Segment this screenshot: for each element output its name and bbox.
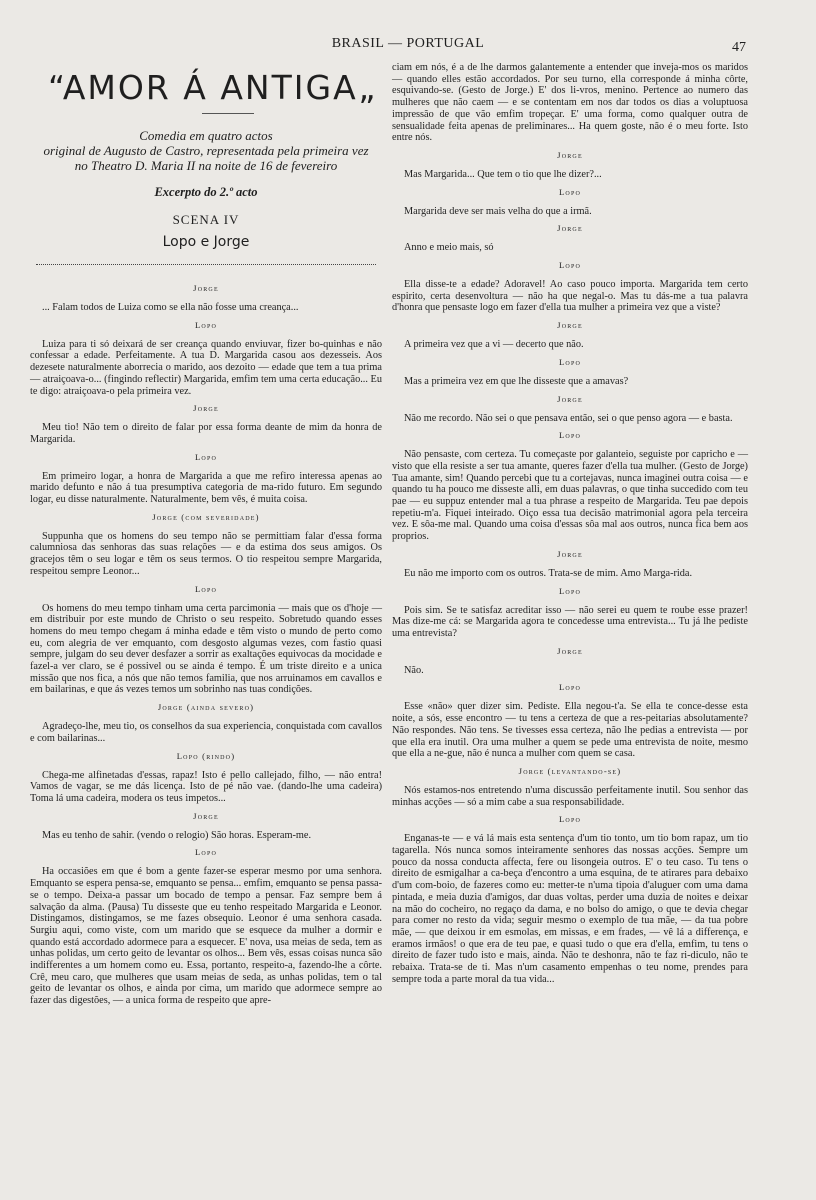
speaker-label: Jorge (ainda severo)	[157, 702, 255, 713]
dialogue-text: Suppunha que os homens do seu tempo não se permittiam falar d'essa forma calumniosa das senhoras das suas relações — e da estima dos seus amigos. Os gracejos têm o seu logar e têm os seus termos. O tio respeitou sempre Margarida, respeitou sempre Leonor...	[30, 530, 382, 577]
speaker-label: Lopo	[558, 585, 582, 596]
dialogue-text: Mas a primeira vez em que lhe disseste que a amavas?	[404, 375, 629, 387]
running-head: BRASIL — PORTUGAL	[331, 36, 485, 51]
dialogue-text: Agradeço-lhe, meu tio, os conselhos da sua experiencia, conquistada com cavallos e com bailarinas...	[30, 721, 382, 744]
dialogue-text: Ella disse-te a edade? Adoravel! Ao caso pouco importa. Margarida tem certo espirito, certa desenvoltura — não ha que negal-o. Mas tu dás-me a tua palavra d'honra que pensaste logo em fazer d'ella tua mulher a primeira vez que a viste?	[392, 279, 748, 314]
dialogue-text: Esse «não» quer dizer sim. Pediste. Ella negou-t'a. Se ella te conce-desse esta noite, a sós, esse encontro — tu tens a certeza de que a res-peitarias absolutamente? Não respondes. Não tens. Se tivesses essa certeza, não lhe pedias a entrevista — por que ella era inutil. Ora uma mulher a quem se pede uma entrevista de noite, mesmo que ella a ne-gue, não é nunca a mulher com quem se casa.	[392, 701, 748, 760]
speaker-label: Jorge (com severidade)	[152, 511, 260, 522]
speaker-label: Jorge	[557, 645, 583, 656]
dialogue-text: Não.	[404, 664, 424, 676]
speaker-label: Lopo	[194, 847, 218, 858]
speaker-label: Lopo	[194, 583, 218, 594]
dialogue-text: Luiza para ti só deixará de ser creança quando enviuvar, fizer bo-quinhas e não confessar a edade. Perfeitamente. A tua D. Margarida casou aos dezesseis. Aos dezesete naturalmente aborrecia o marido, aos dezoito — edade que tem a tua prima — atraiçoava-o... (fingindo reflectir) Margarida, emfim tem uma certa educação... Eu te digo: atraiçoava-o pela primeira vez.	[30, 338, 382, 397]
dialogue-text: Não me recordo. Não sei o que pensava então, sei o que penso agora — e basta.	[404, 412, 733, 424]
dialogue-text: Chega-me alfinetadas d'essas, rapaz! Isto é pello callejado, filho, — não entra! Vamos de vagar, se me dás licença. Isto de pé não vae. (dando-lhe uma cadeira) Toma lá uma cadeira, modera os teus impetos...	[30, 769, 382, 804]
speaker-label: Lopo	[558, 814, 582, 825]
dialogue-text: A primeira vez que a vi — decerto que não.	[404, 339, 584, 351]
speaker-label: Lopo	[558, 260, 582, 271]
speaker-label: Jorge	[557, 149, 583, 160]
characters-label: Lopo e Jorge	[162, 234, 250, 250]
speaker-label: Jorge	[193, 283, 219, 293]
dialogue-text: Margarida deve ser mais velha do que a irmã.	[404, 205, 592, 217]
speaker-label: Jorge	[557, 548, 583, 559]
speaker-label: Lopo	[194, 451, 218, 462]
title-rule	[202, 113, 254, 114]
scene-label: SCENA IV	[172, 212, 240, 227]
speaker-label: Jorge	[193, 403, 219, 414]
left-column	[30, 62, 382, 1013]
subtitle-line-2: original de Augusto de Castro, representada pela primeira vez	[43, 143, 369, 158]
dialogue-text: Em primeiro logar, a honra de Margarida a que me refiro interessa apenas ao marido defunto e não á tua presumptiva categoria de ma-rido futuro. Em segundo logar, eu disse naturalmente. Naturalmente, bem vês, é muita coisa.	[30, 470, 382, 506]
play-subtitle	[30, 128, 382, 173]
dialogue-text: Meu tio! Não tem o direito de falar por essa forma deante de mim da honra de Margarida.	[30, 422, 382, 445]
speaker-label: Lopo	[558, 430, 582, 441]
dialogue-text: ... Falam todos de Luiza como se ella não fosse uma creança...	[42, 302, 299, 313]
dialogue-text: Eu não me importo com os outros. Trata-se de mim. Amo Marga-rida.	[404, 567, 693, 579]
speaker-label: Lopo	[194, 319, 218, 330]
subtitle-line-3: no Theatro D. Maria II na noite de 16 de fevereiro	[74, 158, 338, 173]
speaker-label: Jorge (levantando-se)	[518, 765, 622, 776]
speaker-label: Jorge	[557, 320, 583, 331]
dialogue-text: Ha occasiões em que é bom a gente fazer-se esperar mesmo por uma senhora. Emquanto se espera pensa-se, emquanto se pensa... emfim, emquanto se pensa passa-se o tempo. Deixa-a passar um bocado de tempo a pensar. Faz sempre bem á salvação da alma. (Pausa) Tu disseste que eu tenho respeitado Margarida e Leonor. Distingamos, distingamos, se me fazes obsequio. Leonor é uma senhora casada. Surgiu aqui, como viste, com um marido que se esquece da mulher a dormir e quando está accordado adormece para a esquecer. E' nova, usa meias de seda, tem as unhas polidas, um certo geito de levantar os olhos... Bem vês, essas coisas nunca são indifferentes a um homem como eu. Essa, portanto, respeito-a, fazendo-lhe a côrte. Crê, meu caro, que mulheres que usam meias de seda, as unhas polidas, tem o tal geito de levantar os olhos, e ainda por cima, um marido que adormece sempre ao fazer das digestões, — a unica forma de respeito que apre-	[30, 866, 382, 1007]
right-column	[392, 62, 748, 991]
dialogue-text: Mas Margarida... Que tem o tio que lhe dizer?...	[404, 168, 602, 180]
speaker-label: Jorge	[557, 393, 583, 404]
dialogue-text: Enganas-te — e vá lá mais esta sentença d'um tio tonto, um tio bom rapaz, um tio tagarella. Nós nunca somos inteiramente senhores das nossas acções. Sempre um pouco da nossa conducta affecta, fere ou lisongeia outros. E' o teu caso. Tu tens o direito de esmigalhar a ca-beça d'encontro a uma esquina, de te atirares para debaixo d'um com-boio, de fazeres como eu: metter-te n'uma tipoia d'aluguer com uma dama pintada, e meia duzia d'amigos, dar duas voltas, perder uma duzia de noites e deixar na mão do cocheiro, no regaço da dama, e no bolso do amigo, o que te devia chegar para comer no resto da vida; seguir mesmo o exemplo de tua mãe, — da tua pobre mãe, — que deixou ir em esmolas, em missas, e em frades, — vê lá a differença, e eramos irmãos! o que era de teu pae, e quasi tudo o que era d'ella, emfim, tu tens o direito de fazer tudo isto e mais, ainda. Não te deshonra, não te faz ri-diculo, não te rebaixa. Trata-se de ti. Mas n'um casamento empenhas o teu nome, prendes para sempre toda a parte moral da tua vida...	[392, 833, 748, 985]
dialogue-text: Os homens do meu tempo tinham uma certa parcimonia — mais que os d'hoje — em distribuir por este mundo de Christo o seu respeito. Sobretudo quando esses homens do meu tempo chegam á minha edade e têm visto o mundo de perto como eu, com alegria de ver emquanto, com desgosto algumas vezes, com fastio quasi sempre, julgam do seu dever desfazer a sorrir as exaltações equivocas da mocidade e fazel-a ver claro, se é possivel ou se ainda é tempo. É um triste direito e a unica missão que nos fica, a nós que não temos familia, que nos arruinamos em cavallos e em bailarinas, e que ás vezes temos um sobrinho nas tuas condições.	[30, 602, 382, 696]
dialogue-text: Mas eu tenho de sahir. (vendo o relogio) São horas. Esperam-me.	[42, 829, 312, 841]
speaker-label: Jorge	[557, 223, 583, 234]
speaker-label: Lopo (rindo)	[176, 750, 236, 761]
dialogue-text: Anno e meio mais, só	[404, 242, 494, 254]
excerpt-label: Excerpto do 2.º acto	[154, 185, 258, 199]
speaker-label: Lopo	[558, 186, 582, 197]
speaker-label: Jorge	[193, 810, 219, 821]
speaker-label: Lopo	[558, 682, 582, 693]
dialogue-text: Pois sim. Se te satisfaz acreditar isso — não serei eu quem te roube esse prazer! Mas dize-me cá: se Margarida agora te concedesse uma entrevista... Tu já lhe pediste uma entrevista?	[392, 604, 748, 639]
subtitle-line-1: Comedia em quatro actos	[139, 128, 273, 143]
play-title: “AMOR Á ANTIGA„	[48, 68, 378, 107]
dialogue-text: Não pensaste, com certeza. Tu começaste por galanteio, seguiste por capricho e — visto que ella resiste a ser tua amante, queres fazer d'ella tua mulher. (Gesto de Jorge) Tua amante, sim! Quando percebi que tu a cortejavas, nunca imaginei outra coisa — e quando tu ha pouco me disseste alli, em duas palavras, o que tinha succedido com teu pae — eu suppuz entender mal a tua phrase a respeito de Margarida. Teu pae depois repetiu-m'a. Fiquei inteirado. Oiço essa tua decisão matrimonial agora pela terceira vez. E sôa-me mal. Quando uma coisa d'essas sôa mal aos outros, nunca fica bem aos proprios.	[392, 449, 748, 543]
dotted-divider	[36, 264, 376, 265]
page-number: 47	[732, 40, 746, 55]
speaker-label: Lopo	[558, 356, 582, 367]
dialogue-continuation: ciam em nós, é a de lhe darmos galantemente a entender que inveja-mos os maridos — quando elles estão accordados. Por seu turno, ella corresponde á minha côrte, esquivando-se. (Gesto de Jorge.) E' dos li-vros, menino. Pertence ao numero das mulheres que não caem — e se contentam em nos dar todos os dias a voluptuosa impressão de que vão emfim tropeçar. E' uma forma, como qualquer outra de sensualidade feita apenas de preliminares... Ha quem goste, não é o meu forte. Isto entre nós.	[392, 62, 748, 144]
dialogue-text: Nós estamos-nos entretendo n'uma discussão perfeitamente inutil. Sou senhor das minhas acções — só a mim cabe a sua responsabilidade.	[392, 784, 748, 808]
